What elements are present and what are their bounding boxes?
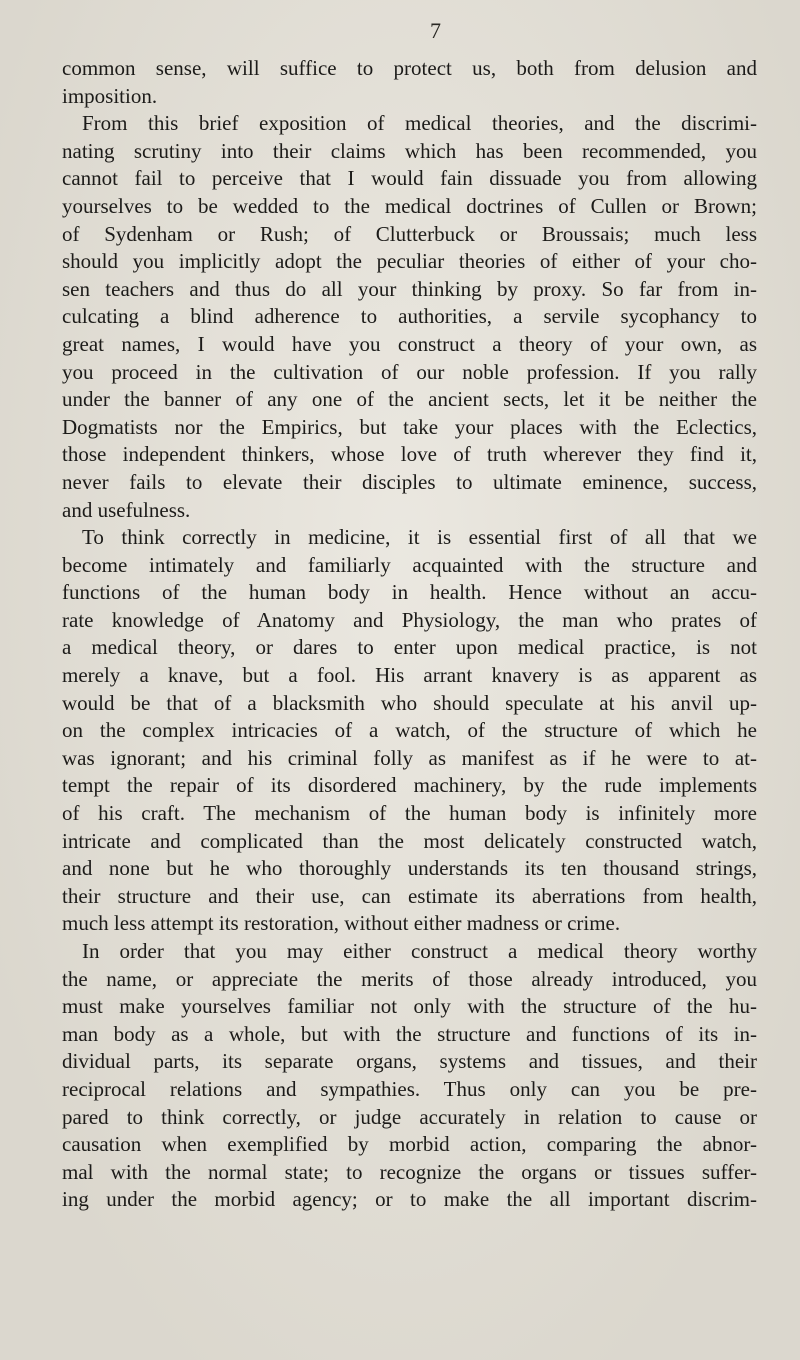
text-line: man body as a whole, but with the structure and functions of its in-	[62, 1021, 757, 1046]
text-line: In order that you may either construct a medical theory worthy	[82, 939, 757, 963]
text-line: sen teachers and thus do all your thinking by proxy. So far from in-	[62, 276, 757, 301]
text-line: ing under the morbid agency; or to make the all important discrim-	[62, 1187, 757, 1212]
text-line: reciprocal relations and sympathies. Thus only can you be pre-	[62, 1076, 757, 1101]
text-line: great names, I would have you construct a theory of your own, as	[62, 331, 757, 356]
text-line: become intimately and familiarly acquainted with the structure and	[62, 552, 757, 577]
text-line: and usefulness.	[62, 497, 191, 522]
text-line: was ignorant; and his criminal folly as manifest as if he were to at-	[62, 745, 757, 770]
text-line: should you implicitly adopt the peculiar theories of either of your cho-	[62, 249, 757, 274]
page-number: 7	[430, 18, 441, 43]
text-line: functions of the human body in health. Hence without an accu-	[62, 580, 757, 605]
text-line: tempt the repair of its disordered machinery, by the rude implements	[62, 773, 757, 798]
body-text	[62, 55, 757, 1214]
text-line: To think correctly in medicine, it is essential first of all that we	[82, 525, 757, 550]
text-line: cannot fail to perceive that I would fain dissuade you from allowing	[62, 166, 757, 191]
text-line: much less attempt its restoration, without either madness or crime.	[62, 911, 621, 936]
text-line: of his craft. The mechanism of the human body is infinitely more	[62, 801, 757, 826]
text-line: yourselves to be wedded to the medical doctrines of Cullen or Brown;	[62, 193, 757, 218]
text-line: pared to think correctly, or judge accurately in relation to cause or	[62, 1104, 757, 1129]
text-line: Dogmatists nor the Empirics, but take your places with the Eclectics,	[62, 414, 757, 439]
paragraph	[62, 55, 757, 110]
paragraph	[62, 524, 757, 938]
text-line: causation when exemplified by morbid action, comparing the abnor-	[62, 1132, 757, 1157]
text-line: culcating a blind adherence to authorities, a servile sycophancy to	[62, 304, 757, 329]
text-line: imposition.	[62, 83, 158, 108]
text-line: you proceed in the cultivation of our noble profession. If you rally	[62, 359, 757, 384]
text-line: common sense, will suffice to protect us, both from delusion and	[62, 56, 757, 80]
text-line: and none but he who thoroughly understands its ten thousand strings,	[62, 856, 757, 881]
text-line: under the banner of any one of the ancient sects, let it be neither the	[62, 387, 757, 412]
text-line: those independent thinkers, whose love of truth wherever they find it,	[62, 442, 757, 467]
text-line: merely a knave, but a fool. His arrant knavery is as apparent as	[62, 663, 757, 688]
text-line: never fails to elevate their disciples to ultimate eminence, success,	[62, 469, 757, 494]
text-line: dividual parts, its separate organs, systems and tissues, and their	[62, 1049, 757, 1074]
text-line: the name, or appreciate the merits of those already introduced, you	[62, 966, 757, 991]
text-line: their structure and their use, can estimate its aberrations from health,	[62, 883, 757, 908]
text-line: on the complex intricacies of a watch, of the structure of which he	[62, 718, 757, 743]
text-line: of Sydenham or Rush; of Clutterbuck or Broussais; much less	[62, 221, 757, 246]
text-line: rate knowledge of Anatomy and Physiology, the man who prates of	[62, 607, 757, 632]
text-line: nating scrutiny into their claims which has been recommended, you	[62, 138, 757, 163]
paragraph	[62, 110, 757, 524]
text-line: From this brief exposition of medical theories, and the discrimi-	[82, 111, 757, 136]
paragraph	[62, 938, 757, 1214]
text-line: intricate and complicated than the most delicately constructed watch,	[62, 828, 757, 853]
text-line: a medical theory, or dares to enter upon medical practice, is not	[62, 635, 757, 660]
text-line: must make yourselves familiar not only with the structure of the hu-	[62, 994, 757, 1019]
text-line: would be that of a blacksmith who should speculate at his anvil up-	[62, 690, 757, 715]
text-line: mal with the normal state; to recognize the organs or tissues suffer-	[62, 1159, 757, 1184]
